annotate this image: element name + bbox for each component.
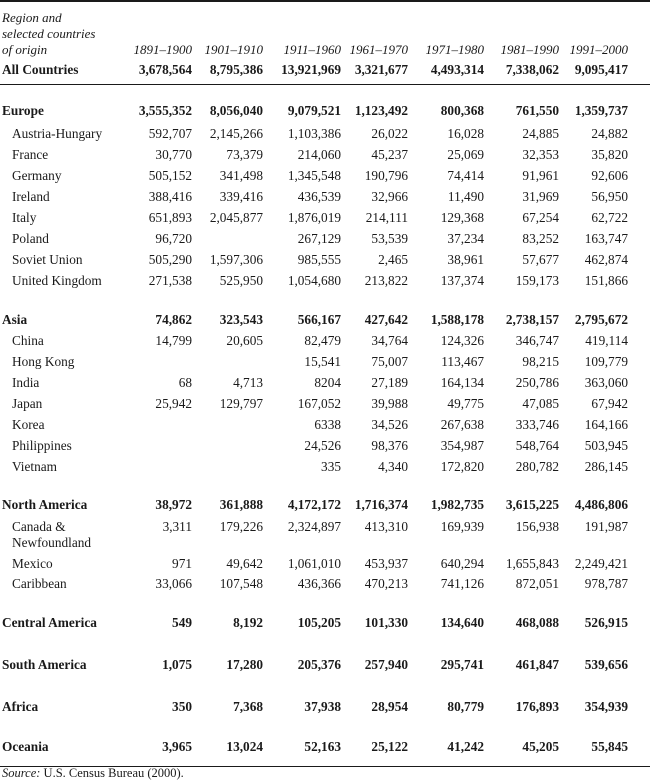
- cell-value: 267,129: [297, 231, 341, 246]
- cell-value: 80,779: [447, 699, 484, 714]
- cell-value: 41,242: [447, 739, 484, 754]
- cell-value: 74,862: [155, 312, 192, 327]
- cell-value: 24,526: [304, 438, 341, 453]
- header-region-line-2: selected countries: [2, 26, 96, 41]
- cell-value: 13,921,969: [281, 62, 341, 77]
- cell-value: 346,747: [515, 333, 559, 348]
- cell-value: 323,543: [219, 312, 263, 327]
- cell-value: 4,493,314: [430, 62, 484, 77]
- cell-value: 2,738,157: [505, 312, 559, 327]
- row-label: Hong Kong: [12, 354, 75, 369]
- cell-value: 1,716,374: [354, 497, 408, 512]
- cell-value: 525,950: [219, 273, 263, 288]
- cell-value: 333,746: [515, 417, 559, 432]
- cell-value: 98,376: [371, 438, 408, 453]
- row-label: Vietnam: [12, 459, 57, 474]
- cell-value: 361,888: [219, 497, 263, 512]
- cell-value: 3,555,352: [138, 103, 192, 118]
- cell-value: 453,937: [364, 556, 408, 571]
- cell-value: 7,338,062: [505, 62, 559, 77]
- cell-value: 38,972: [155, 497, 192, 512]
- header-region-line-3: of origin: [2, 42, 48, 57]
- row-label: Ireland: [12, 189, 50, 204]
- cell-value: 32,966: [371, 189, 408, 204]
- cell-value: 872,051: [515, 576, 559, 591]
- cell-value: 20,605: [226, 333, 263, 348]
- column-header: 1991–2000: [569, 42, 628, 57]
- cell-value: 1,061,010: [287, 556, 341, 571]
- cell-value: 592,707: [148, 126, 192, 141]
- cell-value: 1,345,548: [287, 168, 341, 183]
- row-label: France: [12, 147, 49, 162]
- cell-value: 1,103,386: [287, 126, 341, 141]
- column-header: 1901–1910: [204, 42, 263, 57]
- cell-value: 25,122: [371, 739, 408, 754]
- row-label: Mexico: [12, 556, 53, 571]
- cell-value: 25,069: [447, 147, 484, 162]
- cell-value: 49,642: [226, 556, 263, 571]
- cell-value: 503,945: [584, 438, 628, 453]
- cell-value: 651,893: [148, 210, 192, 225]
- cell-value: 151,866: [584, 273, 628, 288]
- cell-value: 53,539: [371, 231, 408, 246]
- cell-value: 1,054,680: [287, 273, 341, 288]
- cell-value: 134,640: [440, 615, 484, 630]
- cell-value: 45,205: [522, 739, 559, 754]
- cell-value: 1,655,843: [505, 556, 559, 571]
- cell-value: 11,490: [447, 189, 484, 204]
- cell-value: 761,550: [515, 103, 559, 118]
- cell-value: 2,324,897: [287, 519, 341, 534]
- row-label: Africa: [2, 699, 39, 714]
- cell-value: 978,787: [584, 576, 628, 591]
- cell-value: 9,095,417: [574, 62, 628, 77]
- cell-value: 129,797: [219, 396, 263, 411]
- row-label: China: [12, 333, 44, 348]
- cell-value: 75,007: [371, 354, 408, 369]
- cell-value: 4,713: [233, 375, 263, 390]
- cell-value: 67,942: [591, 396, 628, 411]
- cell-value: 82,479: [304, 333, 341, 348]
- cell-value: 8,795,386: [209, 62, 263, 77]
- cell-value: 137,374: [440, 273, 484, 288]
- cell-value: 9,079,521: [287, 103, 341, 118]
- row-label: Germany: [12, 168, 62, 183]
- cell-value: 3,678,564: [138, 62, 192, 77]
- column-header: 1891–1900: [133, 42, 192, 57]
- row-label: Poland: [12, 231, 49, 246]
- cell-value: 156,938: [515, 519, 559, 534]
- column-header: 1981–1990: [500, 42, 559, 57]
- cell-value: 24,882: [591, 126, 628, 141]
- cell-value: 56,950: [591, 189, 628, 204]
- cell-value: 549: [172, 615, 192, 630]
- cell-value: 354,939: [584, 699, 628, 714]
- cell-value: 3,311: [162, 519, 192, 534]
- cell-value: 17,280: [226, 657, 263, 672]
- cell-value: 295,741: [440, 657, 484, 672]
- cell-value: 2,465: [378, 252, 408, 267]
- row-label: Europe: [2, 103, 44, 118]
- row-label: All Countries: [2, 62, 79, 77]
- cell-value: 985,555: [297, 252, 341, 267]
- cell-value: 3,965: [162, 739, 192, 754]
- row-label: Soviet Union: [12, 252, 83, 267]
- cell-value: 3,615,225: [505, 497, 559, 512]
- cell-value: 427,642: [364, 312, 408, 327]
- cell-value: 4,172,172: [287, 497, 341, 512]
- row-label: India: [12, 375, 40, 390]
- cell-value: 1,982,735: [430, 497, 484, 512]
- cell-value: 800,368: [440, 103, 484, 118]
- cell-value: 74,414: [447, 168, 484, 183]
- cell-value: 35,820: [591, 147, 628, 162]
- cell-value: 271,538: [148, 273, 192, 288]
- cell-value: 213,822: [364, 273, 408, 288]
- row-label: Korea: [12, 417, 45, 432]
- header-region-label: [2, 10, 112, 58]
- source-text: U.S. Census Bureau (2000).: [43, 766, 184, 780]
- cell-value: 30,770: [155, 147, 192, 162]
- cell-value: 7,368: [233, 699, 263, 714]
- cell-value: 163,747: [584, 231, 628, 246]
- cell-value: 24,885: [522, 126, 559, 141]
- cell-value: 1,876,019: [287, 210, 341, 225]
- cell-value: 566,167: [297, 312, 341, 327]
- cell-value: 113,467: [441, 354, 484, 369]
- cell-value: 27,189: [371, 375, 408, 390]
- cell-value: 34,526: [371, 417, 408, 432]
- cell-value: 1,588,178: [430, 312, 484, 327]
- cell-value: 34,764: [371, 333, 408, 348]
- cell-value: 419,114: [585, 333, 628, 348]
- row-label-line: Canada &: [12, 519, 66, 534]
- row-label: Central America: [2, 615, 97, 630]
- cell-value: 124,326: [440, 333, 484, 348]
- cell-value: 68: [178, 375, 192, 390]
- cell-value: 159,173: [515, 273, 559, 288]
- cell-value: 169,939: [440, 519, 484, 534]
- cell-value: 741,126: [440, 576, 484, 591]
- cell-value: 179,226: [219, 519, 263, 534]
- source-label: Source:: [2, 766, 41, 780]
- row-label: Asia: [2, 312, 28, 327]
- cell-value: 354,987: [440, 438, 484, 453]
- cell-value: 52,163: [304, 739, 341, 754]
- cell-value: 363,060: [584, 375, 628, 390]
- cell-value: 8,192: [233, 615, 263, 630]
- row-label: Austria-Hungary: [12, 126, 103, 141]
- cell-value: 436,366: [297, 576, 341, 591]
- cell-value: 335: [321, 459, 341, 474]
- cell-value: 413,310: [364, 519, 408, 534]
- row-label: Philippines: [12, 438, 72, 453]
- cell-value: 91,961: [522, 168, 559, 183]
- cell-value: 92,606: [591, 168, 628, 183]
- cell-value: 461,847: [515, 657, 559, 672]
- cell-value: 28,954: [371, 699, 408, 714]
- row-label: North America: [2, 497, 88, 512]
- cell-value: 1,597,306: [209, 252, 263, 267]
- cell-value: 33,066: [155, 576, 192, 591]
- cell-value: 2,795,672: [574, 312, 628, 327]
- cell-value: 164,134: [440, 375, 484, 390]
- cell-value: 339,416: [219, 189, 263, 204]
- row-label: United Kingdom: [12, 273, 102, 288]
- cell-value: 67,254: [522, 210, 559, 225]
- row-label: Japan: [12, 396, 43, 411]
- cell-value: 6338: [314, 417, 341, 432]
- cell-value: 971: [172, 556, 192, 571]
- cell-value: 96,720: [155, 231, 192, 246]
- cell-value: 436,539: [297, 189, 341, 204]
- cell-value: 176,893: [515, 699, 559, 714]
- cell-value: 214,111: [365, 210, 408, 225]
- cell-value: 388,416: [148, 189, 192, 204]
- cell-value: 2,145,266: [209, 126, 263, 141]
- cell-value: 640,294: [440, 556, 484, 571]
- cell-value: 205,376: [297, 657, 341, 672]
- cell-value: 172,820: [440, 459, 484, 474]
- cell-value: 526,915: [584, 615, 628, 630]
- cell-value: 8204: [314, 375, 341, 390]
- cell-value: 13,024: [226, 739, 263, 754]
- cell-value: 1,123,492: [354, 103, 408, 118]
- cell-value: 37,938: [304, 699, 341, 714]
- cell-value: 2,249,421: [574, 556, 628, 571]
- row-label: South America: [2, 657, 87, 672]
- cell-value: 101,330: [364, 615, 408, 630]
- cell-value: 250,786: [515, 375, 559, 390]
- cell-value: 55,845: [591, 739, 628, 754]
- cell-value: 38,961: [447, 252, 484, 267]
- table-top-rule: [0, 0, 650, 2]
- cell-value: 62,722: [591, 210, 628, 225]
- cell-value: 14,799: [155, 333, 192, 348]
- cell-value: 548,764: [515, 438, 559, 453]
- cell-value: 280,782: [515, 459, 559, 474]
- cell-value: 47,085: [522, 396, 559, 411]
- cell-value: 129,368: [440, 210, 484, 225]
- cell-value: 1,075: [162, 657, 192, 672]
- cell-value: 286,145: [584, 459, 628, 474]
- cell-value: 191,987: [584, 519, 628, 534]
- cell-value: 109,779: [584, 354, 628, 369]
- cell-value: 468,088: [515, 615, 559, 630]
- cell-value: 31,969: [522, 189, 559, 204]
- cell-value: 341,498: [219, 168, 263, 183]
- cell-value: 214,060: [297, 147, 341, 162]
- cell-value: 57,677: [522, 252, 559, 267]
- row-label: Caribbean: [12, 576, 67, 591]
- cell-value: 16,028: [447, 126, 484, 141]
- cell-value: 105,205: [297, 615, 341, 630]
- cell-value: 539,656: [584, 657, 628, 672]
- cell-value: 1,359,737: [574, 103, 628, 118]
- cell-value: 4,486,806: [574, 497, 628, 512]
- cell-value: 4,340: [378, 459, 408, 474]
- cell-value: 107,548: [219, 576, 263, 591]
- cell-value: 8,056,040: [209, 103, 263, 118]
- cell-value: 470,213: [364, 576, 408, 591]
- cell-value: 505,290: [148, 252, 192, 267]
- cell-value: 83,252: [522, 231, 559, 246]
- header-region-line-1: Region and: [2, 10, 62, 25]
- cell-value: 164,166: [584, 417, 628, 432]
- cell-value: 190,796: [364, 168, 408, 183]
- cell-value: 37,234: [447, 231, 484, 246]
- header-rule: [0, 84, 650, 85]
- column-header: 1971–1980: [425, 42, 484, 57]
- row-label-line: Newfoundland: [12, 535, 92, 550]
- cell-value: 15,541: [304, 354, 341, 369]
- row-label: Italy: [12, 210, 37, 225]
- cell-value: 25,942: [155, 396, 192, 411]
- cell-value: 49,775: [447, 396, 484, 411]
- row-label: Oceania: [2, 739, 49, 754]
- cell-value: 505,152: [148, 168, 192, 183]
- column-header: 1911–1960: [283, 42, 341, 57]
- cell-value: 3,321,677: [354, 62, 408, 77]
- column-header: 1961–1970: [349, 42, 408, 57]
- cell-value: 462,874: [584, 252, 628, 267]
- cell-value: 350: [172, 699, 192, 714]
- cell-value: 32,353: [522, 147, 559, 162]
- cell-value: 98,215: [522, 354, 559, 369]
- cell-value: 73,379: [226, 147, 263, 162]
- cell-value: 26,022: [371, 126, 408, 141]
- cell-value: 45,237: [371, 147, 408, 162]
- cell-value: 267,638: [440, 417, 484, 432]
- cell-value: 39,988: [371, 396, 408, 411]
- cell-value: 167,052: [297, 396, 341, 411]
- source-note: [2, 766, 184, 781]
- cell-value: 257,940: [364, 657, 408, 672]
- cell-value: 2,045,877: [209, 210, 263, 225]
